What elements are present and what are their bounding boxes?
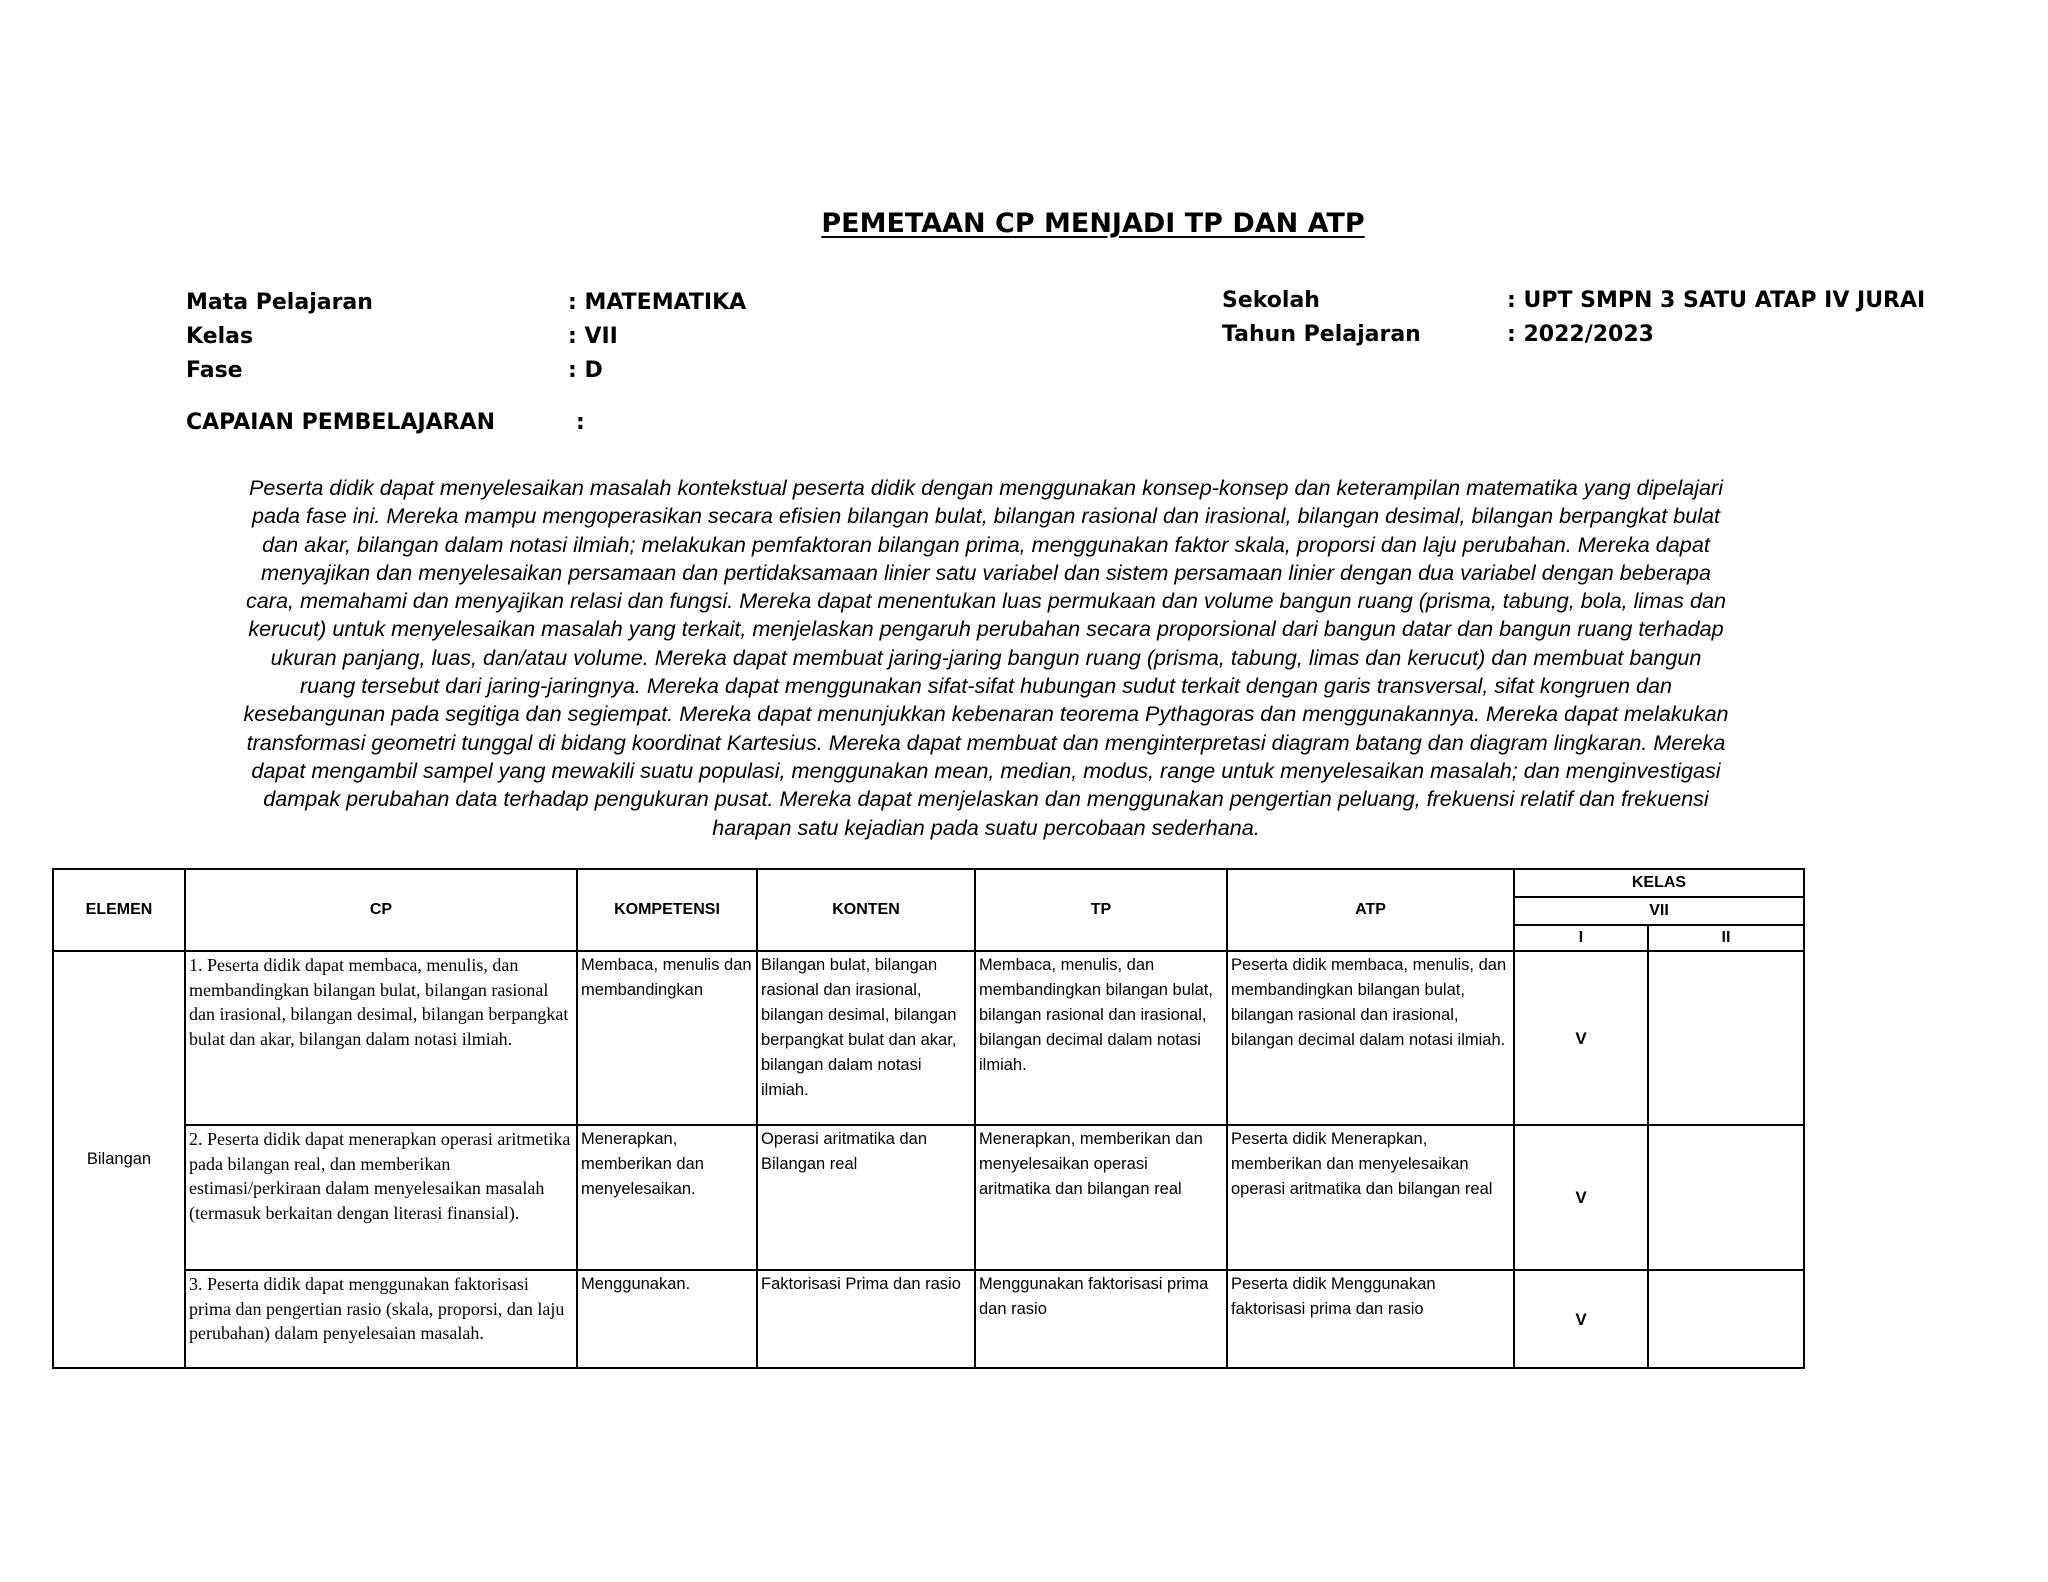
kompetensi-cell: Menggunakan. <box>577 1270 757 1368</box>
header-tp: TP <box>975 869 1227 951</box>
fase-label: Fase <box>186 358 243 383</box>
table-row <box>53 951 1804 1125</box>
mapel-label: Mata Pelajaran <box>186 290 373 315</box>
semester-2-check <box>1648 951 1804 1125</box>
capaian-line: dampak perubahan data terhadap pengukuran pusat. Mereka dapat menjelaskan dan menggunakan pengertian peluang, frekuensi relatif dan frekuensi <box>263 786 1709 812</box>
capaian-line: kerucut) untuk menyelesaikan masalah yang terkait, menjelaskan pengaruh perubahan secara proporsional dari bangun datar dan bangun ruang terhadap <box>248 616 1724 642</box>
konten-cell: Bilangan bulat, bilangan rasional dan irasional, bilangan desimal, bilangan berpangkat bulat dan akar, bilangan dalam notasi ilmiah. <box>757 951 975 1125</box>
header-kelas-level: VII <box>1514 897 1804 925</box>
semester-1-check: V <box>1514 1125 1648 1270</box>
capaian-line: pada fase ini. Mereka mampu mengoperasikan secara efisien bilangan bulat, bilangan rasional dan irasional, bilangan desimal, bilangan berpangkat bulat <box>251 503 1721 529</box>
konten-cell: Operasi aritmatika dan Bilangan real <box>757 1125 975 1270</box>
header-cp: CP <box>185 869 577 951</box>
header-kelas: KELAS <box>1514 869 1804 897</box>
semester-1-check: V <box>1514 1270 1648 1368</box>
konten-cell: Faktorisasi Prima dan rasio <box>757 1270 975 1368</box>
capaian-line: Peserta didik dapat menyelesaikan masalah kontekstual peserta didik dengan menggunakan konsep-konsep dan keterampilan matematika yang dipelajari <box>248 475 1724 500</box>
capaian-line: menyajikan dan menyelesaikan persamaan dan pertidaksamaan linier satu variabel dan sistem persamaan linier dengan dua variabel dengan beberapa <box>260 559 1712 585</box>
meta-right-labels <box>1222 284 1421 352</box>
tahun-value: : 2022/2023 <box>1507 322 1654 347</box>
tahun-label: Tahun Pelajaran <box>1222 322 1421 347</box>
capaian-line: transformasi geometri tunggal di bidang koordinat Kartesius. Mereka dapat membuat dan menginterpretasi diagram batang dan diagram lingkaran. Mereka <box>246 729 1726 755</box>
cp-cell: 1. Peserta didik dapat membaca, menulis, dan membandingkan bilangan bulat, bilangan rasional dan irasional, bilangan desimal, bilangan berpangkat bulat dan akar, bilangan dalam notasi ilmiah. <box>185 951 577 1125</box>
fase-value: : D <box>568 358 603 383</box>
kelas-label: Kelas <box>186 324 254 349</box>
semester-2-check <box>1648 1125 1804 1270</box>
capaian-line: dan akar, bilangan dalam notasi ilmiah; melakukan pemfaktoran bilangan prima, menggunakan faktor skala, proporsi dan laju perubahan. Mereka dapat <box>262 531 1710 557</box>
cp-cell: 2. Peserta didik dapat menerapkan operasi aritmetika pada bilangan real, dan memberikan estimasi/perkiraan dalam menyelesaikan masalah (termasuk berkaitan dengan literasi finansial). <box>185 1125 577 1270</box>
elemen-cell: Bilangan <box>53 951 185 1368</box>
tp-cell: Membaca, menulis, dan membandingkan bilangan bulat, bilangan rasional dan irasional, bilangan decimal dalam notasi ilmiah. <box>975 951 1227 1125</box>
header-semester-2: II <box>1648 925 1804 951</box>
mapel-value: : MATEMATIKA <box>568 290 747 315</box>
capaian-line: harapan satu kejadian pada suatu percobaan sederhana. <box>712 814 1260 840</box>
capaian-line: dapat mengambil sampel yang mewakili suatu populasi, menggunakan mean, median, modus, range untuk menyelesaikan masalah; dan menginvestigasi <box>251 757 1721 783</box>
meta-left-labels <box>186 286 373 388</box>
atp-cell: Peserta didik Menerapkan, memberikan dan menyelesaikan operasi aritmatika dan bilangan real <box>1227 1125 1514 1270</box>
capaian-line: cara, memahami dan menyajikan relasi dan fungsi. Mereka dapat menentukan luas permukaan dan volume bangun ruang (prisma, tabung, bola, limas dan <box>245 588 1727 614</box>
mapping-table <box>52 868 1805 1369</box>
meta-left-values <box>568 286 746 388</box>
semester-2-check <box>1648 1270 1804 1368</box>
cp-cell: 3. Peserta didik dapat menggunakan faktorisasi prima dan pengertian rasio (skala, proporsi, dan laju perubahan) dalam penyelesaian masalah. <box>185 1270 577 1368</box>
header-konten: KONTEN <box>757 869 975 951</box>
atp-cell: Peserta didik Menggunakan faktorisasi prima dan rasio <box>1227 1270 1514 1368</box>
title-text: PEMETAAN CP MENJADI TP DAN ATP <box>821 208 1365 239</box>
header-elemen: ELEMEN <box>53 869 185 951</box>
tp-cell: Menerapkan, memberikan dan menyelesaikan operasi aritmatika dan bilangan real <box>975 1125 1227 1270</box>
semester-1-check: V <box>1514 951 1648 1125</box>
sekolah-value: : UPT SMPN 3 SATU ATAP IV JURAI <box>1507 288 1926 313</box>
sekolah-label: Sekolah <box>1222 288 1320 313</box>
header-semester-1: I <box>1514 925 1648 951</box>
table-row <box>53 1125 1804 1270</box>
capaian-line: kesebangunan pada segitiga dan segiempat. Mereka dapat menunjukkan kebenaran teorema Pythagoras dan menggunakannya. Mereka dapat melakukan <box>243 701 1729 727</box>
kompetensi-cell: Menerapkan, memberikan dan menyelesaikan. <box>577 1125 757 1270</box>
tp-cell: Menggunakan faktorisasi prima dan rasio <box>975 1270 1227 1368</box>
document-title <box>0 208 2048 239</box>
capaian-paragraph <box>188 474 1784 842</box>
meta-right-values <box>1507 284 1925 352</box>
capaian-line: ruang tersebut dari jaring-jaringnya. Mereka dapat menggunakan sifat-sifat hubungan sudut terkait dengan garis transversal, sifat kongruen dan <box>299 673 1673 699</box>
capaian-line: ukuran panjang, luas, dan/atau volume. Mereka dapat membuat jaring-jaring bangun ruang (prisma, tabung, limas dan kerucut) dan membuat bangun <box>270 644 1702 670</box>
atp-cell: Peserta didik membaca, menulis, dan membandingkan bilangan bulat, bilangan rasional dan irasional, bilangan decimal dalam notasi ilmiah. <box>1227 951 1514 1125</box>
capaian-heading: CAPAIAN PEMBELAJARAN <box>186 410 496 435</box>
table-row <box>53 1270 1804 1368</box>
capaian-colon: : <box>576 410 585 435</box>
header-atp: ATP <box>1227 869 1514 951</box>
kompetensi-cell: Membaca, menulis dan membandingkan <box>577 951 757 1125</box>
kelas-value: : VII <box>568 324 618 349</box>
header-kompetensi: KOMPETENSI <box>577 869 757 951</box>
